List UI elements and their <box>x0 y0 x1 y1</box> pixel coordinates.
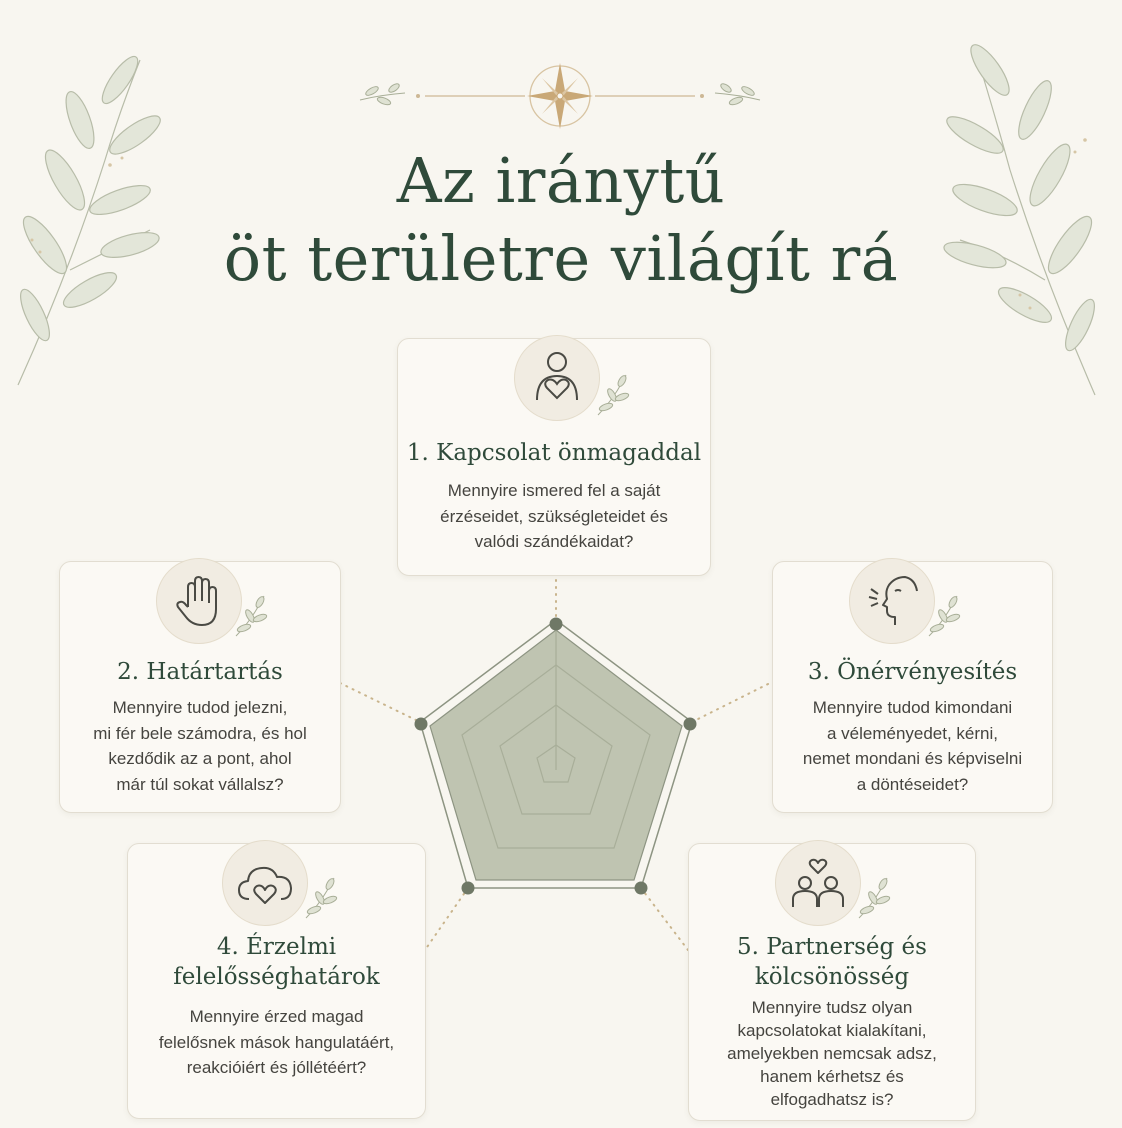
vertex-1 <box>550 618 563 631</box>
raised-hand-icon <box>156 558 242 644</box>
area-text-4: Mennyire érzed magad felelősnek mások hangulatáért, reakcióiért és jóllétéért? <box>158 1007 395 1077</box>
sprig-icon <box>302 872 342 922</box>
area-card-1 <box>397 338 711 576</box>
sprig-icon <box>925 590 965 640</box>
area-heading-1: 1. Kapcsolat önmagaddal <box>406 440 702 466</box>
area-text-2: Mennyire tudod jelezni, mi fér bele számodra, és hol kezdődik az a pont, ahol már túl sokat vállalsz? <box>93 698 307 794</box>
vertex-5 <box>635 882 648 895</box>
area-card-3 <box>772 561 1053 813</box>
cloud-heart-icon <box>222 840 308 926</box>
area-card-2 <box>59 561 341 813</box>
area-text-3: Mennyire tudod kimondani a véleményedet, kérni, nemet mondani és képviselni a döntéseidet? <box>802 698 1023 794</box>
vertex-4 <box>462 882 475 895</box>
title-line-1: Az iránytű <box>396 144 726 217</box>
partners-heart-icon <box>775 840 861 926</box>
area-heading-5: 5. Partnerség és kölcsönösség <box>737 934 927 990</box>
person-heart-icon <box>514 335 600 421</box>
area-heading-4: 4. Érzelmi felelősséghatárok <box>173 934 380 990</box>
area-text-1: Mennyire ismered fel a saját érzéseidet, szükségleteidet és valódi szándékaidat? <box>440 481 668 551</box>
speaking-face-icon <box>849 558 935 644</box>
sprig-icon <box>232 590 272 640</box>
title-line-2: öt területre világít rá <box>223 222 899 295</box>
sprig-icon <box>855 872 895 922</box>
area-text-5: Mennyire tudsz olyan kapcsolatokat kialakítani, amelyekben nemcsak adsz, hanem kérhetsz és elfogadhatsz is? <box>727 998 937 1109</box>
vertex-3 <box>684 718 697 731</box>
sprig-icon <box>594 369 634 419</box>
vertex-2 <box>415 718 428 731</box>
area-card-5 <box>688 843 976 1121</box>
area-heading-3: 3. Önérvényesítés <box>807 659 1018 685</box>
area-card-4 <box>127 843 426 1119</box>
area-heading-2: 2. Határtartás <box>117 659 283 685</box>
